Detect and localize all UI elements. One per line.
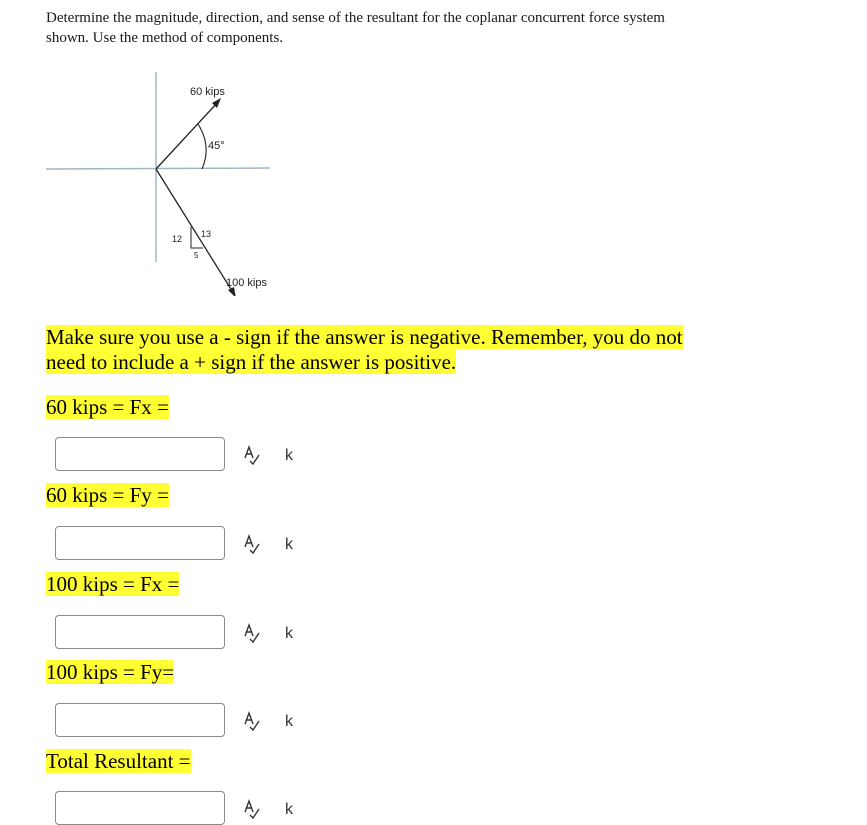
spellcheck-icon[interactable] [241, 533, 261, 555]
question-2-input[interactable] [55, 526, 225, 560]
spellcheck-icon[interactable] [241, 798, 261, 820]
triangle-label-12: 12 [172, 234, 183, 244]
force-60-vector [156, 102, 218, 169]
question-3-label: 100 kips = Fx = [46, 572, 180, 596]
question-3-unit: k [285, 625, 293, 642]
angle-arc [198, 124, 206, 169]
question-5-unit: k [285, 801, 293, 818]
spellcheck-icon[interactable] [241, 622, 261, 644]
question-1-unit: k [285, 447, 293, 464]
angle-label: 45° [208, 140, 225, 152]
instruction-note-text: Make sure you use a - sign if the answer is negative. Remember, you do not need to include a + sign if the answer is positive. [46, 325, 683, 374]
spellcheck-icon[interactable] [241, 444, 261, 466]
question-4-label: 100 kips = Fy= [46, 660, 175, 684]
spellcheck-icon[interactable] [241, 710, 261, 732]
force-60-label: 60 kips [190, 86, 225, 98]
question-1-label: 60 kips = Fx = [46, 395, 169, 419]
question-1-input[interactable] [55, 437, 225, 471]
question-4-input[interactable] [55, 703, 225, 737]
question-3-input[interactable] [55, 615, 225, 649]
question-5-input[interactable] [55, 791, 225, 825]
problem-statement: Determine the magnitude, direction, and sense of the resultant for the coplanar concurrent force system shown. Use the method of components. [46, 10, 665, 46]
question-5-label: Total Resultant = [46, 749, 191, 773]
triangle-label-13: 13 [201, 229, 212, 239]
triangle-label-5: 5 [194, 251, 199, 260]
force-diagram [40, 66, 290, 296]
question-2-label: 60 kips = Fy = [46, 483, 169, 507]
force-100-label: 100 kips [226, 277, 267, 289]
x-axis [46, 168, 270, 169]
instruction-note [46, 325, 706, 375]
force-100-vector [156, 169, 234, 294]
question-2-unit: k [285, 536, 293, 553]
question-4-unit: k [285, 713, 293, 730]
